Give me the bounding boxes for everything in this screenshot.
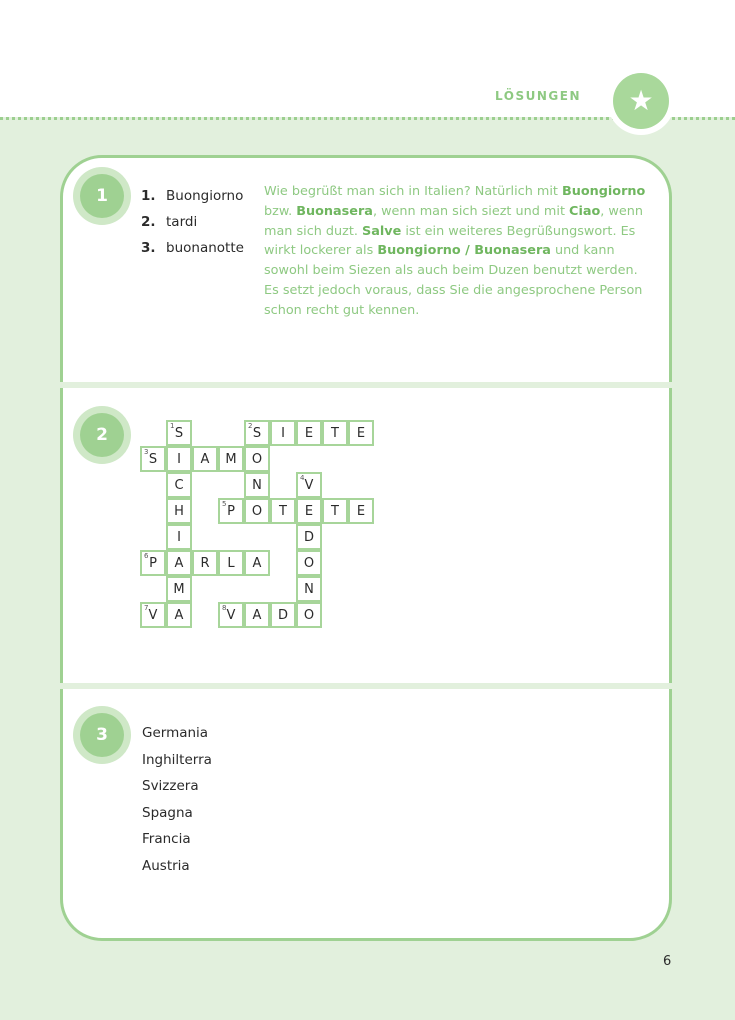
crossword-cell — [140, 550, 166, 576]
crossword-letter: I — [177, 529, 181, 545]
crossword-letter: O — [251, 451, 263, 467]
crossword-cell — [218, 550, 244, 576]
answer-number: 3. — [141, 240, 156, 256]
crossword-clue-number: 6 — [144, 552, 149, 560]
crossword-letter: M — [173, 581, 185, 597]
crossword-cell — [244, 550, 270, 576]
crossword-cell — [166, 472, 192, 498]
answer-number: 1. — [141, 188, 156, 204]
crossword-clue-number: 4 — [300, 474, 305, 482]
crossword-letter: E — [356, 503, 366, 519]
crossword-letter: D — [277, 607, 288, 623]
crossword-letter: E — [356, 425, 366, 441]
section-divider-2 — [58, 683, 676, 689]
crossword-letter: R — [200, 555, 210, 571]
crossword-letter: I — [281, 425, 285, 441]
country-item: Svizzera — [142, 778, 199, 795]
section-divider-1 — [58, 382, 676, 388]
exercise-number-1-label: 1 — [80, 174, 124, 218]
crossword-cell — [296, 550, 322, 576]
crossword-letter: V — [148, 607, 158, 623]
explanation-keyword: Ciao — [569, 203, 601, 219]
crossword-clue-number: 1 — [170, 422, 175, 430]
crossword-cell — [192, 550, 218, 576]
crossword-letter: E — [304, 503, 314, 519]
crossword-clue-number: 8 — [222, 604, 227, 612]
crossword-letter: P — [227, 503, 235, 519]
explanation-run: , wenn man sich duzt. — [264, 203, 643, 239]
crossword-cell — [244, 602, 270, 628]
exercise-number-3-label: 3 — [80, 713, 124, 757]
crossword-letter: S — [174, 425, 184, 441]
crossword-clue-number: 2 — [248, 422, 253, 430]
crossword-cell — [270, 602, 296, 628]
crossword-letter: T — [331, 503, 339, 519]
crossword-letter: C — [174, 477, 184, 493]
crossword-cell — [296, 602, 322, 628]
crossword-clue-number: 5 — [222, 500, 227, 508]
crossword-cell — [296, 420, 322, 446]
crossword-letter: V — [226, 607, 236, 623]
crossword-grid — [140, 420, 382, 636]
country-item: Francia — [142, 831, 191, 848]
crossword-cell — [348, 498, 374, 524]
crossword-cell — [244, 446, 270, 472]
crossword-cell — [244, 498, 270, 524]
crossword-cell — [244, 472, 270, 498]
explanation-keyword: Buongiorno — [561, 184, 646, 199]
crossword-cell — [270, 498, 296, 524]
explanation-keyword: Buonasera — [296, 203, 373, 219]
crossword-letter: D — [303, 529, 314, 545]
crossword-letter: H — [174, 503, 184, 519]
exercise-number-2-label: 2 — [80, 413, 124, 457]
explanation-run: , wenn man sich siezt und mit — [372, 203, 570, 219]
crossword-cell — [348, 420, 374, 446]
crossword-letter: A — [174, 555, 184, 571]
crossword-letter: A — [252, 607, 262, 623]
crossword-cell — [244, 420, 270, 446]
crossword-letter: O — [303, 555, 315, 571]
explanation-keyword: Buongiorno / Buonasera — [377, 243, 551, 259]
explanation-text — [264, 182, 656, 321]
crossword-letter: I — [177, 451, 181, 467]
answer-text: buonanotte — [166, 240, 244, 256]
section-title: LÖSUNGEN — [495, 89, 581, 103]
crossword-cell — [296, 524, 322, 550]
crossword-letter: S — [148, 451, 158, 467]
crossword-letter: T — [331, 425, 339, 441]
crossword-letter: O — [303, 607, 315, 623]
crossword-cell — [166, 498, 192, 524]
crossword-cell — [166, 576, 192, 602]
crossword-letter: A — [200, 451, 210, 467]
crossword-cell — [166, 420, 192, 446]
crossword-cell — [166, 524, 192, 550]
explanation-run: Wie begrüßt man sich in Italien? Natürlich mit — [264, 184, 562, 199]
crossword-cell — [270, 420, 296, 446]
countries-list — [142, 720, 212, 879]
country-item: Inghilterra — [142, 751, 212, 768]
crossword-letter: M — [225, 451, 237, 467]
crossword-cell — [140, 446, 166, 472]
crossword-cell — [140, 602, 166, 628]
crossword-clue-number: 3 — [144, 448, 149, 456]
crossword-cell — [322, 420, 348, 446]
country-item: Austria — [142, 857, 190, 874]
answer-item — [141, 235, 244, 261]
crossword-letter: L — [227, 555, 235, 571]
crossword-cell — [166, 602, 192, 628]
crossword-letter: A — [174, 607, 184, 623]
crossword-cell — [296, 576, 322, 602]
crossword-letter: O — [251, 503, 263, 519]
crossword-cell — [218, 498, 244, 524]
crossword-letter: A — [252, 555, 262, 571]
crossword-letter: N — [304, 581, 314, 597]
crossword-letter: E — [304, 425, 314, 441]
answer-item — [141, 209, 244, 235]
explanation-run: bzw. — [264, 203, 297, 219]
crossword-cell — [192, 446, 218, 472]
crossword-cell — [322, 498, 348, 524]
explanation-keyword: Salve — [362, 223, 402, 239]
crossword-letter: S — [252, 425, 262, 441]
crossword-letter: V — [304, 477, 314, 493]
crossword-cell — [166, 446, 192, 472]
explanation-run: ist ein weiteres Begrüßungswort. Es wirkt lockerer als — [264, 223, 636, 259]
crossword-cell — [218, 446, 244, 472]
answer-item — [141, 183, 244, 209]
country-item: Germania — [142, 725, 209, 742]
crossword-cell — [218, 602, 244, 628]
crossword-cell — [166, 550, 192, 576]
crossword-cell — [296, 498, 322, 524]
answer-number: 2. — [141, 214, 156, 230]
answers-list-1 — [141, 183, 244, 261]
crossword-letter: N — [252, 477, 262, 493]
explanation-run: und kann sowohl beim Siezen als auch beim Duzen benutzt werden. Es setzt jedoch voraus, dass Sie die angesprochene Person schon recht gut kennen. — [264, 243, 643, 318]
exercise-number-2 — [73, 406, 131, 464]
crossword-cell — [296, 472, 322, 498]
crossword-letter: P — [149, 555, 157, 571]
answer-text: tardi — [166, 214, 198, 230]
page-number: 6 — [663, 954, 672, 969]
star-icon: ★ — [613, 73, 669, 129]
country-item: Spagna — [142, 804, 193, 821]
crossword-letter: T — [279, 503, 287, 519]
crossword-clue-number: 7 — [144, 604, 149, 612]
exercise-number-3 — [73, 706, 131, 764]
exercise-number-1 — [73, 167, 131, 225]
answer-text: Buongiorno — [166, 188, 244, 204]
